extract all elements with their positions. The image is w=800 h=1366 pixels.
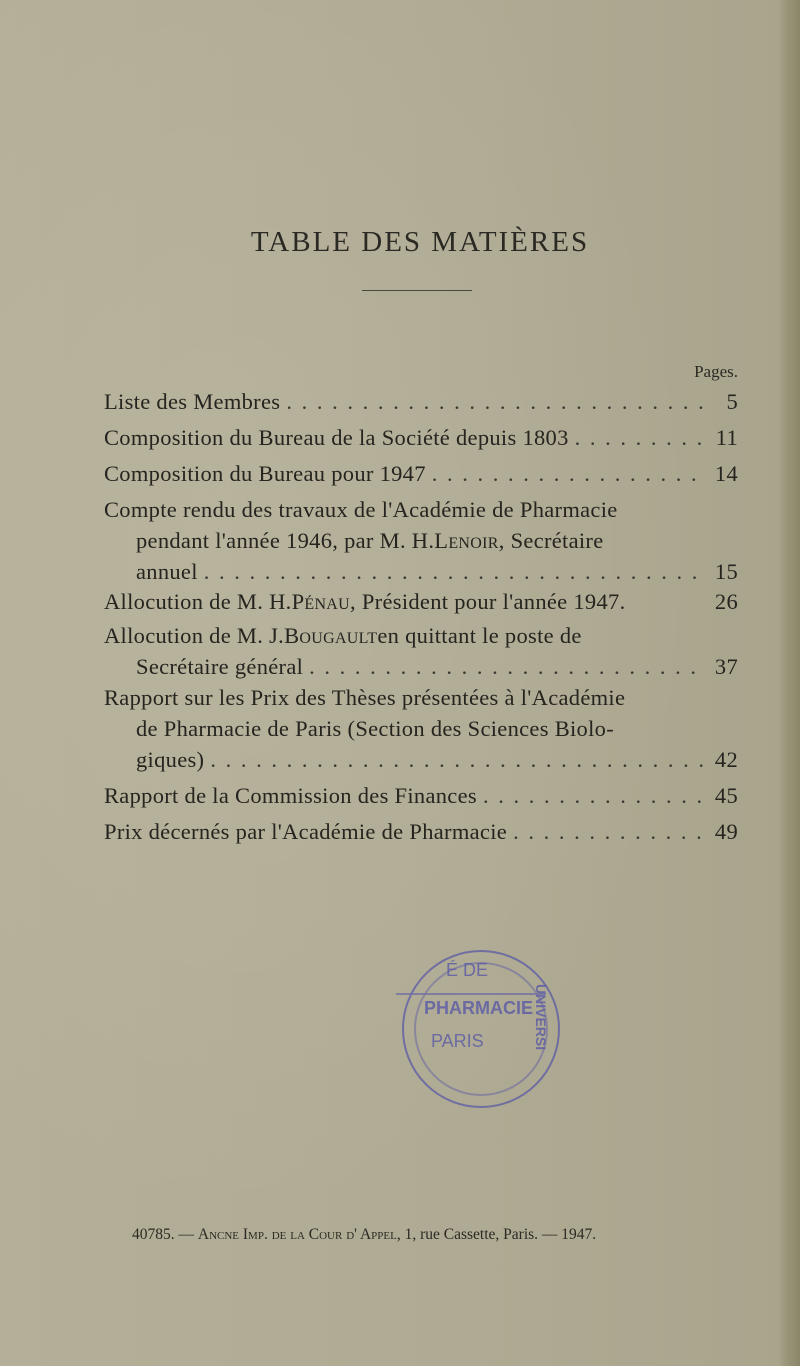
toc-entry-text: Rapport sur les Prix des Thèses présentées à l'Académie <box>104 685 626 710</box>
stamp-text-top: É DE <box>446 960 489 980</box>
library-stamp <box>396 944 566 1114</box>
toc-entry <box>104 422 738 453</box>
toc-entry <box>104 386 738 417</box>
toc-page-number: 15 <box>714 559 738 584</box>
toc-entry-text: en quittant le poste de <box>377 623 582 648</box>
toc-entry <box>104 494 738 587</box>
dot-leader <box>513 816 704 847</box>
toc-entry-text: Liste des Membres <box>104 389 281 414</box>
toc-page-number: 42 <box>714 747 738 772</box>
print-year: 1947. <box>561 1226 597 1243</box>
toc-page-number: 5 <box>726 389 738 414</box>
dot-leader <box>483 780 704 811</box>
pages-column-label: Pages. <box>694 362 738 381</box>
toc-entry <box>104 586 738 617</box>
author-name: Pénau <box>291 589 351 614</box>
toc-entry-text: annuel <box>136 559 198 584</box>
author-name: Bougault <box>284 623 378 648</box>
dot-leader <box>204 556 704 587</box>
toc-entry-text: Compte rendu des travaux de l'Académie de Pharmacie <box>104 497 618 522</box>
footer-dash: — <box>178 1226 194 1243</box>
toc-entry-text: Rapport de la Commission des Finances <box>104 783 477 808</box>
toc-entry <box>104 458 738 489</box>
toc-entry <box>104 780 738 811</box>
toc-entry-text: pendant l'année 1946, par M. H. <box>136 528 435 553</box>
toc-entry-text: Prix décernés par l'Académie de Pharmacie <box>104 819 508 844</box>
toc-entry <box>104 620 738 682</box>
toc-entry <box>104 682 738 775</box>
toc-entry-text: giques) <box>136 747 205 772</box>
toc-entry-text: Composition du Bureau pour 1947 <box>104 461 426 486</box>
toc-entry-text: , Président pour l'année 1947. <box>350 589 626 614</box>
printer-address: , 1, rue Cassette, Paris. <box>396 1226 539 1243</box>
stamp-text-lower: PARIS <box>431 1031 484 1051</box>
toc-entry-text: , Secrétaire <box>498 528 604 553</box>
footer-dash: — <box>541 1226 558 1243</box>
dot-leader <box>309 651 704 682</box>
toc-page-number: 14 <box>714 461 738 486</box>
dot-leader <box>286 386 704 417</box>
page-edge <box>778 0 800 1366</box>
title-rule <box>362 290 472 291</box>
dot-leader <box>575 422 704 453</box>
printer-name: Ancne Imp. de la Cour d' Appel <box>197 1226 397 1243</box>
toc-entry-text: Allocution de M. J. <box>104 623 285 648</box>
stamp-inner-ring <box>415 963 547 1095</box>
toc-page-number: 49 <box>714 819 738 844</box>
toc-page-number: 37 <box>714 654 738 679</box>
toc-page-number: 11 <box>715 425 738 450</box>
dot-leader <box>432 458 704 489</box>
toc-entry-text: Allocution de M. H. <box>104 589 292 614</box>
print-number: 40785. <box>132 1226 175 1243</box>
toc-entry-text: de Pharmacie de Paris (Section des Sciences Biolo- <box>136 716 614 741</box>
stamp-text-middle: PHARMACIE <box>424 998 534 1018</box>
toc-entry-text: Secrétaire général <box>136 654 304 679</box>
toc-page-number: 26 <box>714 589 738 614</box>
author-name: Lenoir <box>434 528 499 553</box>
toc-entry-text: Composition du Bureau de la Société depuis 1803 <box>104 425 569 450</box>
toc-entry <box>104 816 738 847</box>
dot-leader <box>210 744 704 775</box>
printer-footer <box>132 1226 732 1244</box>
stamp-text-right: UNIVERSI <box>533 984 549 1051</box>
page-title: TABLE DES MATIÈRES <box>250 226 590 258</box>
toc-page-number: 45 <box>714 783 738 808</box>
